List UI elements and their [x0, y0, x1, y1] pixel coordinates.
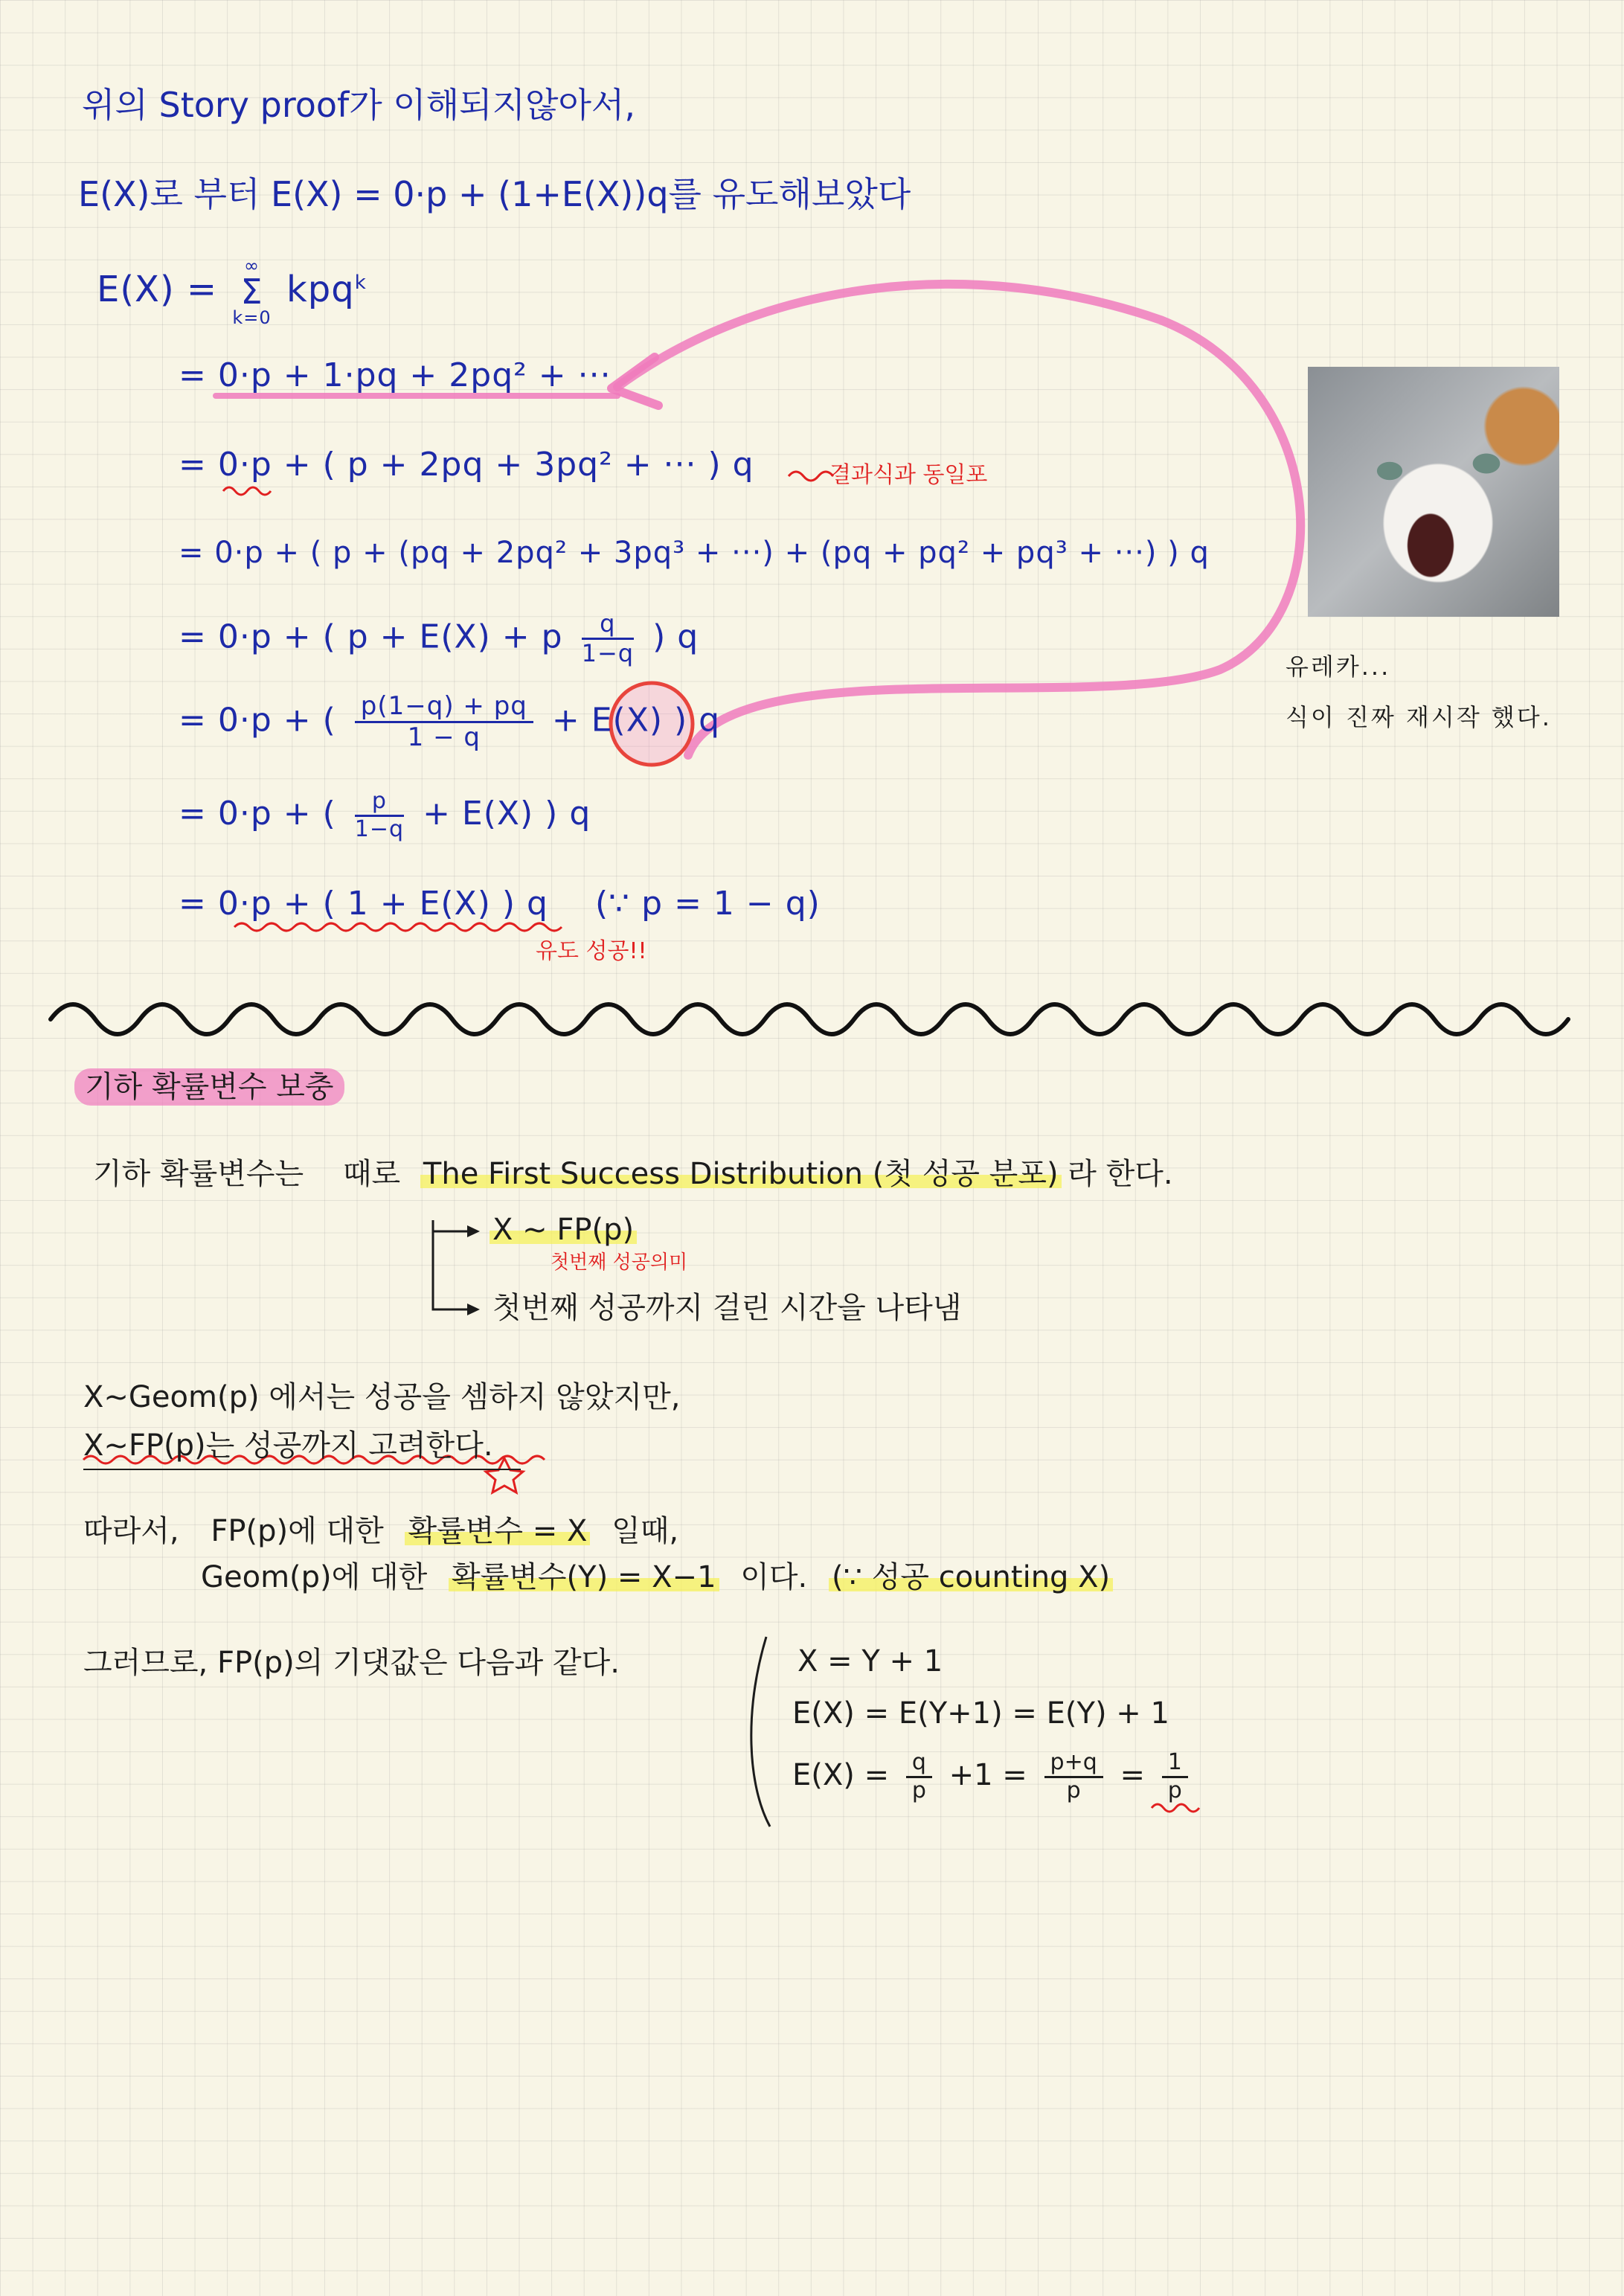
- section-heading: 기하 확률변수 보충: [74, 1068, 344, 1106]
- definition-sometimes: 때로: [342, 1157, 401, 1191]
- fraction-denominator: 1−q: [354, 815, 405, 842]
- step-4-lead: = 0·p + ( p + E(X) + p: [179, 618, 563, 656]
- definition-lead: 기하 확률변수는: [93, 1157, 304, 1191]
- side-note-1: 유레카...: [1286, 652, 1391, 681]
- therefore-word: 따라서,: [83, 1514, 179, 1548]
- branch-meaning: 첫번째 성공까지 걸린 시간을 나타냄: [492, 1291, 962, 1325]
- fraction-denominator: 1 − q: [407, 722, 481, 753]
- compare-fp: X~FP(p)는 성공까지 고려한다.: [83, 1428, 493, 1463]
- wavy-divider: [51, 1004, 1568, 1034]
- step-1: = 0·p + 1·pq + 2pq² + ···: [179, 356, 612, 394]
- therefore-tail: 일때,: [612, 1514, 679, 1548]
- step-2: = 0·p + ( p + 2pq + 3pq² + ··· ) q: [179, 446, 754, 484]
- circled-expectation: E(X): [591, 701, 664, 740]
- step-6-lead: = 0·p + (: [179, 795, 336, 833]
- lhs-label: E(X) =: [97, 269, 218, 310]
- plus-sign: +: [551, 701, 580, 740]
- summation: [232, 257, 271, 327]
- fraction-numerator: q: [906, 1750, 932, 1778]
- so-line: 그러므로, FP(p)의 기댓값은 다음과 같다.: [83, 1646, 620, 1680]
- sum-term: kpq: [286, 269, 355, 310]
- sum-lower: k=0: [232, 307, 272, 328]
- geom-is: 이다.: [740, 1560, 808, 1594]
- fraction: [1162, 1750, 1188, 1803]
- fraction-numerator: p(1−q) + pq: [355, 692, 533, 723]
- bracket-line: [751, 1637, 770, 1827]
- branch-fp-note: 첫번째 성공의미: [551, 1251, 688, 1274]
- step-5: [179, 692, 720, 752]
- derivation-lhs: [97, 257, 367, 327]
- branch-fp: X ~ FP(p): [492, 1213, 635, 1247]
- fraction-numerator: q: [582, 610, 634, 640]
- cat-photo: [1308, 367, 1559, 617]
- arrow-head-icon: [467, 1225, 480, 1315]
- intro-line-2: E(X)로 부터 E(X) = 0·p + (1+E(X))q를 유도해보았다: [78, 174, 911, 214]
- rv-x-highlight: 확률변수 = X: [408, 1514, 588, 1548]
- red-squiggle: [1152, 1804, 1199, 1812]
- geom-line: [201, 1560, 1110, 1594]
- fraction-denominator: p: [911, 1777, 926, 1803]
- fraction: [355, 692, 533, 752]
- step-4: [179, 610, 699, 667]
- step-6-tail: + E(X) ) q: [423, 795, 591, 833]
- sum-exponent: k: [354, 272, 367, 294]
- fraction: [355, 789, 404, 842]
- sum-upper: ∞: [244, 255, 260, 276]
- step-7-note: 유도 성공!!: [536, 938, 647, 964]
- fraction-numerator: p: [355, 789, 404, 817]
- geom-reason: (∵ 성공 counting X): [831, 1560, 1111, 1594]
- therefore-line: [83, 1514, 678, 1548]
- fraction-numerator: 1: [1162, 1750, 1188, 1778]
- definition-line: [93, 1157, 1173, 1191]
- step-6: [179, 789, 591, 842]
- step-7-condition: (∵ p = 1 − q): [595, 885, 821, 923]
- therefore-fp: FP(p)에 대한: [211, 1514, 384, 1548]
- fraction-denominator: 1−q: [581, 638, 635, 667]
- red-squiggle: [234, 923, 562, 931]
- definition-tail: 라 한다.: [1068, 1157, 1173, 1191]
- eq3-equals: =: [1120, 1758, 1145, 1792]
- fraction: [906, 1750, 932, 1803]
- intro-line-1: 위의 Story proof가 이해되지않아서,: [82, 85, 635, 125]
- equation-1: X = Y + 1: [797, 1644, 943, 1678]
- equation-2: E(X) = E(Y+1) = E(Y) + 1: [792, 1696, 1169, 1731]
- fraction-denominator: p: [1167, 1777, 1182, 1803]
- first-success-distribution: The First Success Distribution (첫 성공 분포): [423, 1157, 1059, 1191]
- eq3-lead: E(X) =: [792, 1758, 890, 1792]
- geom-lead: Geom(p)에 대한: [201, 1560, 428, 1594]
- step-5-lead: = 0·p + (: [179, 701, 336, 740]
- side-note-2: 식이 진짜 재시작 했다.: [1286, 703, 1552, 731]
- eq3-plus-one: +1 =: [949, 1758, 1027, 1792]
- sigma-icon: Σ: [240, 272, 263, 312]
- fraction-denominator: p: [1066, 1777, 1081, 1803]
- pink-loop-arrow: [617, 284, 1300, 755]
- fraction: [1044, 1750, 1103, 1803]
- equation-3: [792, 1750, 1195, 1803]
- fraction: [582, 610, 634, 667]
- step-2-note: 결과식과 동일포: [829, 462, 988, 488]
- step-4-tail: ) q: [652, 618, 699, 656]
- step-3: = 0·p + ( p + (pq + 2pq² + 3pq³ + ···) + (pq + pq² + pq³ + ···) ) q: [179, 536, 1210, 570]
- rv-y-highlight: 확률변수(Y) = X−1: [452, 1560, 716, 1594]
- fraction-numerator: p+q: [1044, 1750, 1103, 1778]
- step-5-tail: ) q: [674, 701, 721, 740]
- compare-geom: X~Geom(p) 에서는 성공을 셈하지 않았지만,: [83, 1380, 681, 1414]
- red-squiggle: [223, 487, 271, 495]
- red-squiggle: [789, 472, 833, 481]
- step-7: = 0·p + ( 1 + E(X) ) q: [179, 885, 548, 923]
